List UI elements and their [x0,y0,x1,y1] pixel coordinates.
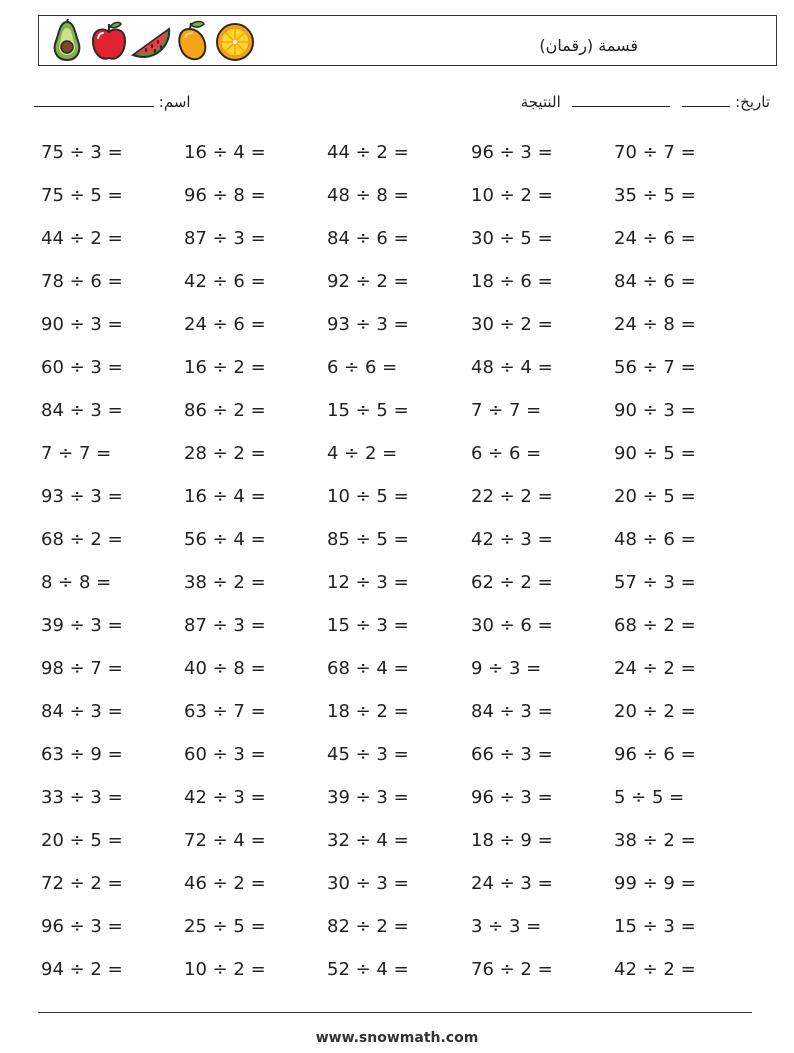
problem-row [41,529,761,572]
division-problem: 70 ÷ 7 = [614,142,696,163]
division-problem: 52 ÷ 4 = [327,959,409,980]
division-problem: 87 ÷ 3 = [184,228,266,249]
footer-website: www.snowmath.com [315,1030,479,1046]
division-problem: 42 ÷ 3 = [471,529,553,550]
name-label: اسم: [158,93,191,111]
division-problem: 92 ÷ 2 = [327,271,409,292]
division-problem: 30 ÷ 2 = [471,314,553,335]
worksheet-header [38,15,777,66]
division-problem: 12 ÷ 3 = [327,572,409,593]
division-problem: 46 ÷ 2 = [184,873,266,894]
division-problem: 98 ÷ 7 = [41,658,123,679]
division-problem: 39 ÷ 3 = [41,615,123,636]
division-problem: 7 ÷ 7 = [41,443,112,464]
division-problem: 75 ÷ 5 = [41,185,123,206]
division-problem: 15 ÷ 5 = [327,400,409,421]
problem-row [41,185,761,228]
division-problem: 25 ÷ 5 = [184,916,266,937]
division-problem: 68 ÷ 4 = [327,658,409,679]
problem-row [41,658,761,701]
problem-row [41,615,761,658]
apple-icon [89,19,129,63]
division-problem: 48 ÷ 8 = [327,185,409,206]
division-problem: 94 ÷ 2 = [41,959,123,980]
division-problem: 6 ÷ 6 = [471,443,542,464]
problem-row [41,959,761,1002]
division-problem: 44 ÷ 2 = [41,228,123,249]
division-problem: 15 ÷ 3 = [614,916,696,937]
problem-row [41,873,761,916]
division-problem: 24 ÷ 6 = [614,228,696,249]
problem-row [41,228,761,271]
division-problem: 24 ÷ 3 = [471,873,553,894]
problem-row [41,443,761,486]
division-problem: 39 ÷ 3 = [327,787,409,808]
problem-row [41,916,761,959]
division-problem: 42 ÷ 3 = [184,787,266,808]
division-problem: 85 ÷ 5 = [327,529,409,550]
division-problem: 10 ÷ 5 = [327,486,409,507]
mango-icon [173,19,213,63]
division-problem: 62 ÷ 2 = [471,572,553,593]
division-problem: 35 ÷ 5 = [614,185,696,206]
division-problem: 32 ÷ 4 = [327,830,409,851]
division-problem: 9 ÷ 3 = [471,658,542,679]
division-problem: 28 ÷ 2 = [184,443,266,464]
problem-row [41,271,761,314]
division-problem: 87 ÷ 3 = [184,615,266,636]
division-problem: 68 ÷ 2 = [41,529,123,550]
division-problem: 30 ÷ 3 = [327,873,409,894]
division-problem: 57 ÷ 3 = [614,572,696,593]
date-result-field [521,92,770,111]
division-problem: 38 ÷ 2 = [614,830,696,851]
division-problem: 6 ÷ 6 = [327,357,398,378]
division-problem: 90 ÷ 3 = [41,314,123,335]
division-problem: 8 ÷ 8 = [41,572,112,593]
problem-row [41,701,761,744]
name-field [34,92,191,111]
avocado-icon [47,19,87,63]
division-problem: 18 ÷ 2 = [327,701,409,722]
problem-row [41,400,761,443]
result-blank-line[interactable] [572,92,670,107]
division-problem: 20 ÷ 5 = [614,486,696,507]
division-problem: 33 ÷ 3 = [41,787,123,808]
result-label: النتيجة [520,93,561,111]
division-problem: 99 ÷ 9 = [614,873,696,894]
division-problem: 40 ÷ 8 = [184,658,266,679]
division-problem: 16 ÷ 4 = [184,142,266,163]
division-problem: 84 ÷ 6 = [614,271,696,292]
division-problem: 86 ÷ 2 = [184,400,266,421]
division-problem: 42 ÷ 6 = [184,271,266,292]
division-problem: 20 ÷ 5 = [41,830,123,851]
division-problem: 60 ÷ 3 = [184,744,266,765]
division-problem: 82 ÷ 2 = [327,916,409,937]
division-problem: 24 ÷ 6 = [184,314,266,335]
division-problem: 84 ÷ 3 = [471,701,553,722]
division-problem: 3 ÷ 3 = [471,916,542,937]
date-blank-line[interactable] [682,92,730,107]
problem-row [41,486,761,529]
division-problem: 84 ÷ 3 = [41,400,123,421]
division-problem: 56 ÷ 7 = [614,357,696,378]
division-problem: 96 ÷ 8 = [184,185,266,206]
division-problem: 18 ÷ 6 = [471,271,553,292]
division-problem: 72 ÷ 4 = [184,830,266,851]
problem-row [41,314,761,357]
division-problem: 84 ÷ 3 = [41,701,123,722]
division-problem: 78 ÷ 6 = [41,271,123,292]
division-problem: 90 ÷ 3 = [614,400,696,421]
division-problem: 44 ÷ 2 = [327,142,409,163]
division-problem: 18 ÷ 9 = [471,830,553,851]
division-problem: 16 ÷ 4 = [184,486,266,507]
watermelon-icon [131,19,171,63]
division-problem: 30 ÷ 5 = [471,228,553,249]
date-label: تاريخ: [735,93,770,111]
problem-row [41,830,761,873]
name-blank-line[interactable] [34,92,154,107]
division-problem: 96 ÷ 3 = [41,916,123,937]
division-problem: 56 ÷ 4 = [184,529,266,550]
worksheet-title: قسمة (رقمان) [539,36,638,55]
division-problem: 60 ÷ 3 = [41,357,123,378]
division-problem: 96 ÷ 3 = [471,787,553,808]
problem-row [41,572,761,615]
division-problem: 20 ÷ 2 = [614,701,696,722]
division-problem: 48 ÷ 4 = [471,357,553,378]
division-problem: 76 ÷ 2 = [471,959,553,980]
division-problem: 16 ÷ 2 = [184,357,266,378]
division-problem: 22 ÷ 2 = [471,486,553,507]
division-problem: 72 ÷ 2 = [41,873,123,894]
division-problem: 38 ÷ 2 = [184,572,266,593]
division-problem: 24 ÷ 2 = [614,658,696,679]
division-problem: 7 ÷ 7 = [471,400,542,421]
fruit-icon-strip [47,19,255,63]
division-problem: 10 ÷ 2 = [184,959,266,980]
division-problem: 90 ÷ 5 = [614,443,696,464]
division-problem: 63 ÷ 7 = [184,701,266,722]
division-problem: 45 ÷ 3 = [327,744,409,765]
problem-row [41,142,761,185]
division-problem: 4 ÷ 2 = [327,443,398,464]
problem-row [41,787,761,830]
orange-icon [215,19,255,63]
division-problem: 96 ÷ 6 = [614,744,696,765]
division-problem: 75 ÷ 3 = [41,142,123,163]
division-problem: 15 ÷ 3 = [327,615,409,636]
division-problem: 30 ÷ 6 = [471,615,553,636]
problem-row [41,357,761,400]
problem-row [41,744,761,787]
division-problem: 68 ÷ 2 = [614,615,696,636]
division-problem: 63 ÷ 9 = [41,744,123,765]
division-problem: 10 ÷ 2 = [471,185,553,206]
division-problem: 96 ÷ 3 = [471,142,553,163]
division-problem: 93 ÷ 3 = [41,486,123,507]
division-problem: 5 ÷ 5 = [614,787,685,808]
division-problem: 93 ÷ 3 = [327,314,409,335]
division-problem: 24 ÷ 8 = [614,314,696,335]
division-problem: 66 ÷ 3 = [471,744,553,765]
division-problem: 48 ÷ 6 = [614,529,696,550]
division-problem: 84 ÷ 6 = [327,228,409,249]
footer-divider [38,1012,752,1013]
division-problem: 42 ÷ 2 = [614,959,696,980]
